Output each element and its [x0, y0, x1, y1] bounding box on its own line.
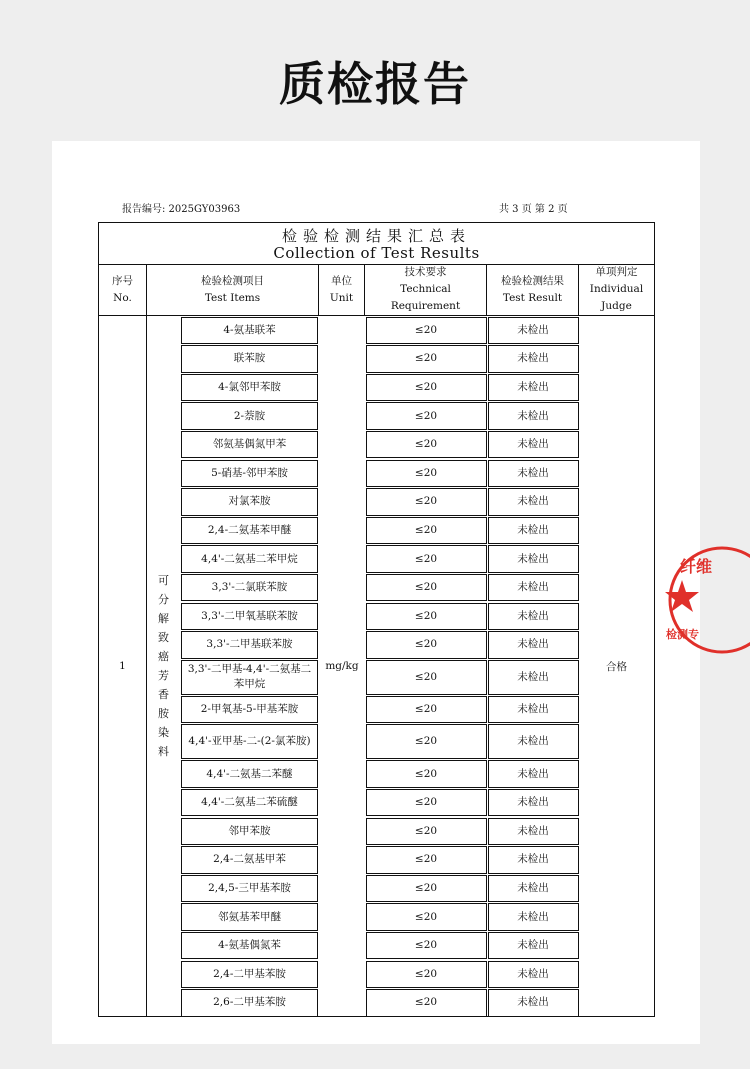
test-item-name: 4-氨基偶氮苯	[181, 932, 318, 959]
requirement-value: ≤20	[366, 961, 487, 988]
test-item-name: 2-萘胺	[181, 402, 318, 429]
stamp-bottom-text: 检测专	[666, 628, 699, 641]
header-test-items-cn: 检验检测项目	[201, 274, 264, 287]
result-value: 未检出	[488, 317, 579, 344]
result-value: 未检出	[488, 603, 579, 630]
header-test-items	[147, 264, 319, 316]
header-judge	[579, 264, 654, 316]
header-unit	[319, 264, 365, 316]
requirement-value: ≤20	[366, 317, 487, 344]
test-item-name: 联苯胺	[181, 345, 318, 372]
test-item-name: 3,3'-二甲基-4,4'-二氨基二苯甲烷	[181, 660, 318, 695]
test-item-name: 邻氨基苯甲醚	[181, 903, 318, 930]
page-heading: 质检报告	[279, 57, 471, 111]
result-value: 未检出	[488, 488, 579, 515]
test-item-name: 2-甲氧基-5-甲基苯胺	[181, 696, 318, 723]
test-item-name: 3,3'-二氯联苯胺	[181, 574, 318, 601]
test-item-name: 4,4'-二氨基二苯硫醚	[181, 789, 318, 816]
requirement-value: ≤20	[366, 574, 487, 601]
row-number: 1	[99, 316, 147, 1016]
table-title	[99, 223, 654, 265]
table-title-en: Collection of Test Results	[273, 244, 480, 262]
header-no	[99, 264, 147, 316]
result-value: 未检出	[488, 789, 579, 816]
header-result-en: Test Result	[502, 291, 563, 304]
category-cell	[147, 316, 180, 1016]
requirement-value: ≤20	[366, 631, 487, 658]
test-item-name: 2,4,5-三甲基苯胺	[181, 875, 318, 902]
result-value: 未检出	[488, 818, 579, 845]
requirement-value: ≤20	[366, 989, 487, 1016]
result-value: 未检出	[488, 402, 579, 429]
unit-cell: mg/kg	[325, 660, 359, 672]
result-value: 未检出	[488, 760, 579, 787]
result-value: 未检出	[488, 545, 579, 572]
result-value: 未检出	[488, 660, 579, 695]
result-value: 未检出	[488, 460, 579, 487]
header-judge-en: Individual	[589, 283, 644, 295]
result-value: 未检出	[488, 724, 579, 759]
table-title-cn: 检验检测结果汇总表	[281, 227, 471, 245]
requirement-value: ≤20	[366, 460, 487, 487]
result-value: 未检出	[488, 932, 579, 959]
result-value: 未检出	[488, 517, 579, 544]
header-unit-cn: 单位	[331, 274, 352, 287]
header-no-en: No.	[113, 291, 132, 304]
test-item-name: 5-硝基-邻甲苯胺	[181, 460, 318, 487]
requirement-value: ≤20	[366, 875, 487, 902]
result-value: 未检出	[488, 574, 579, 601]
report-number: 报告编号: 2025GY03963	[122, 204, 241, 215]
result-value: 未检出	[488, 696, 579, 723]
report-page	[52, 141, 700, 1044]
result-value: 未检出	[488, 846, 579, 873]
test-item-name: 邻甲苯胺	[181, 818, 318, 845]
test-item-name: 4,4'-亚甲基-二-(2-氯苯胺)	[181, 724, 318, 759]
test-item-name: 2,6-二甲基苯胺	[181, 989, 318, 1016]
inspection-stamp	[660, 540, 750, 660]
header-no-cn: 序号	[112, 274, 133, 287]
requirement-value: ≤20	[366, 431, 487, 458]
requirement-value: ≤20	[366, 696, 487, 723]
results-table	[98, 222, 655, 1017]
header-requirement-en2: Requirement	[390, 300, 461, 312]
requirement-value: ≤20	[366, 846, 487, 873]
result-value: 未检出	[488, 903, 579, 930]
result-value: 未检出	[488, 989, 579, 1016]
test-item-name: 邻氨基偶氮甲苯	[181, 431, 318, 458]
stamp-seal	[665, 548, 750, 652]
requirement-value: ≤20	[366, 402, 487, 429]
header-judge-cn: 单项判定	[595, 266, 638, 278]
result-value: 未检出	[488, 875, 579, 902]
test-item-name: 4-氯邻甲苯胺	[181, 374, 318, 401]
result-value: 未检出	[488, 961, 579, 988]
result-value: 未检出	[488, 345, 579, 372]
header-requirement	[365, 264, 487, 316]
stamp-top-text: 纤维	[680, 557, 713, 576]
page-count: 共 3 页 第 2 页	[499, 204, 568, 215]
result-value: 未检出	[488, 431, 579, 458]
requirement-value: ≤20	[366, 818, 487, 845]
test-item-name: 2,4-二甲基苯胺	[181, 961, 318, 988]
category-label: 可分解致癌芳香胺染料	[158, 574, 169, 758]
header-judge-en2: Judge	[601, 300, 632, 312]
test-item-name: 2,4-二氨基苯甲醚	[181, 517, 318, 544]
result-value: 未检出	[488, 631, 579, 658]
test-item-name: 4,4'-二氨基二苯醚	[181, 760, 318, 787]
header-requirement-en: Technical	[400, 283, 451, 295]
requirement-value: ≤20	[366, 789, 487, 816]
requirement-value: ≤20	[366, 374, 487, 401]
test-item-name: 4-氨基联苯	[181, 317, 318, 344]
requirement-value: ≤20	[366, 603, 487, 630]
header-result-cn: 检验检测结果	[501, 274, 564, 287]
judgement-cell: 合格	[606, 660, 627, 673]
header-result	[487, 264, 579, 316]
requirement-value: ≤20	[366, 903, 487, 930]
requirement-value: ≤20	[366, 724, 487, 759]
test-item-name: 4,4'-二氨基二苯甲烷	[181, 545, 318, 572]
test-item-name: 对氯苯胺	[181, 488, 318, 515]
test-item-name: 2,4-二氨基甲苯	[181, 846, 318, 873]
requirement-value: ≤20	[366, 545, 487, 572]
requirement-value: ≤20	[366, 660, 487, 695]
header-test-items-en: Test Items	[204, 291, 261, 304]
requirement-value: ≤20	[366, 760, 487, 787]
requirement-value: ≤20	[366, 345, 487, 372]
header-requirement-cn: 技术要求	[404, 266, 447, 278]
test-item-name: 3,3'-二甲基联苯胺	[181, 631, 318, 658]
requirement-value: ≤20	[366, 488, 487, 515]
requirement-value: ≤20	[366, 517, 487, 544]
result-value: 未检出	[488, 374, 579, 401]
test-item-name: 3,3'-二甲氧基联苯胺	[181, 603, 318, 630]
requirement-value: ≤20	[366, 932, 487, 959]
header-unit-en: Unit	[329, 291, 354, 304]
